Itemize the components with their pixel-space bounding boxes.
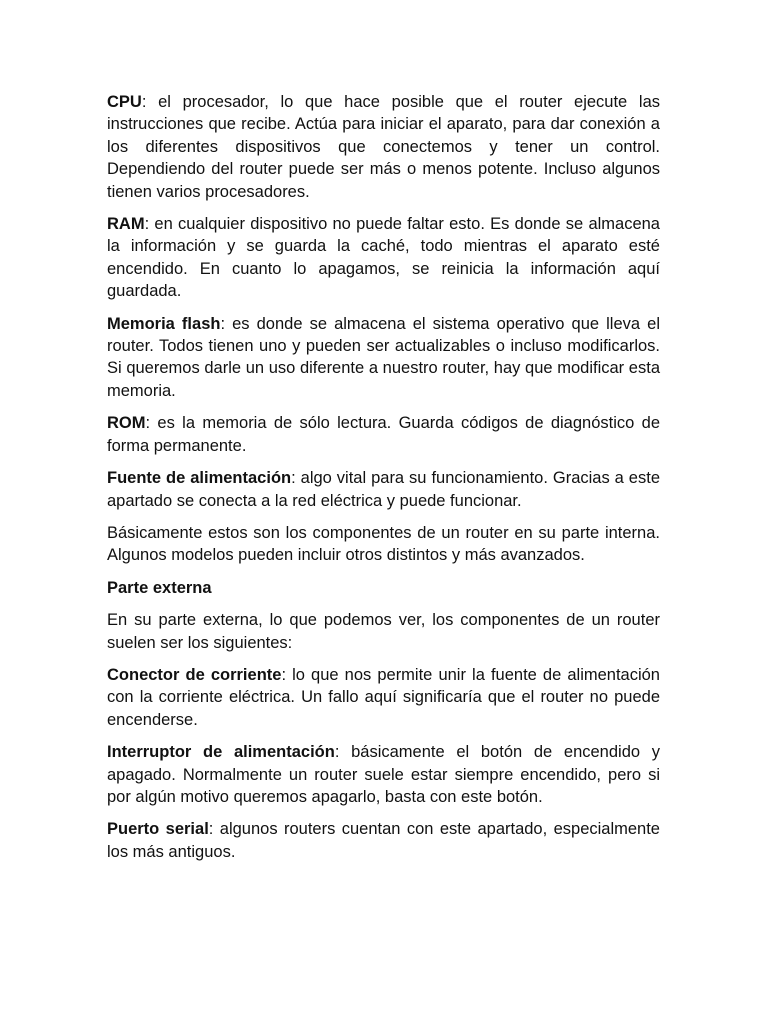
term-power-supply: Fuente de alimentación xyxy=(107,469,292,488)
paragraph-power-switch-text: : básicamente el botón de encendido y apagado. Normalmente un router suele estar siempre encendido, pero si por algún motivo queremos apagarlo, basta con este botón. xyxy=(107,743,660,806)
paragraph-power-switch xyxy=(107,741,660,808)
section-heading: Parte externa xyxy=(107,578,212,597)
paragraph-power-supply-text: : algo vital para su funcionamiento. Gracias a este apartado se conecta a la red eléctrica y puede funcionar. xyxy=(107,469,660,510)
paragraph-flash-text: : es donde se almacena el sistema operativo que lleva el router. Todos tienen uno y pueden ser actualizables o incluso modificarlos. Si queremos darle un uso diferente a nuestro router, hay que modificar esta memoria. xyxy=(107,314,660,400)
paragraph-cpu xyxy=(107,91,660,203)
term-flash: Memoria flash xyxy=(107,314,221,333)
term-power-connector: Conector de corriente xyxy=(107,665,282,684)
term-ram: RAM xyxy=(107,215,145,234)
paragraph-rom-text: : es la memoria de sólo lectura. Guarda códigos de diagnóstico de forma permanente. xyxy=(107,414,660,455)
term-power-switch: Interruptor de alimentación xyxy=(107,743,335,762)
paragraph-ram-text: : en cualquier dispositivo no puede faltar esto. Es donde se almacena la información y se guarda la caché, todo mientras el aparato esté encendido. En cuanto lo apagamos, se reinicia la información aquí guardada. xyxy=(107,215,660,301)
paragraph-power-connector xyxy=(107,664,660,731)
paragraph-power-supply xyxy=(107,467,660,512)
paragraph-summary-text: Básicamente estos son los componentes de un router en su parte interna. Algunos modelos pueden incluir otros distintos y más avanzados. xyxy=(107,523,660,565)
paragraph-ram xyxy=(107,213,660,303)
paragraph-flash xyxy=(107,313,660,403)
paragraph-rom xyxy=(107,412,660,457)
term-rom: ROM xyxy=(107,414,146,433)
paragraph-serial-port-text: : algunos routers cuentan con este apartado, especialmente los más antiguos. xyxy=(107,820,660,861)
paragraph-cpu-text: : el procesador, lo que hace posible que el router ejecute las instrucciones que recibe. Actúa para iniciar el aparato, para dar conexión a los diferentes dispositivos que conectemos y tener un control. Dependiendo del router puede ser más o menos potente. Incluso algunos tienen varios procesadores. xyxy=(107,93,660,201)
paragraph-power-connector-text: : lo que nos permite unir la fuente de alimentación con la corriente eléctrica. Un fallo aquí significaría que el router no puede encenderse. xyxy=(107,665,660,729)
document-page xyxy=(107,91,660,873)
paragraph-intro: En su parte externa, lo que podemos ver, los componentes de un router suelen ser los siguientes: xyxy=(107,611,660,652)
term-serial-port: Puerto serial xyxy=(107,820,209,839)
term-cpu: CPU xyxy=(107,93,142,111)
paragraph-serial-port xyxy=(107,818,660,863)
paragraph-summary xyxy=(107,522,660,567)
